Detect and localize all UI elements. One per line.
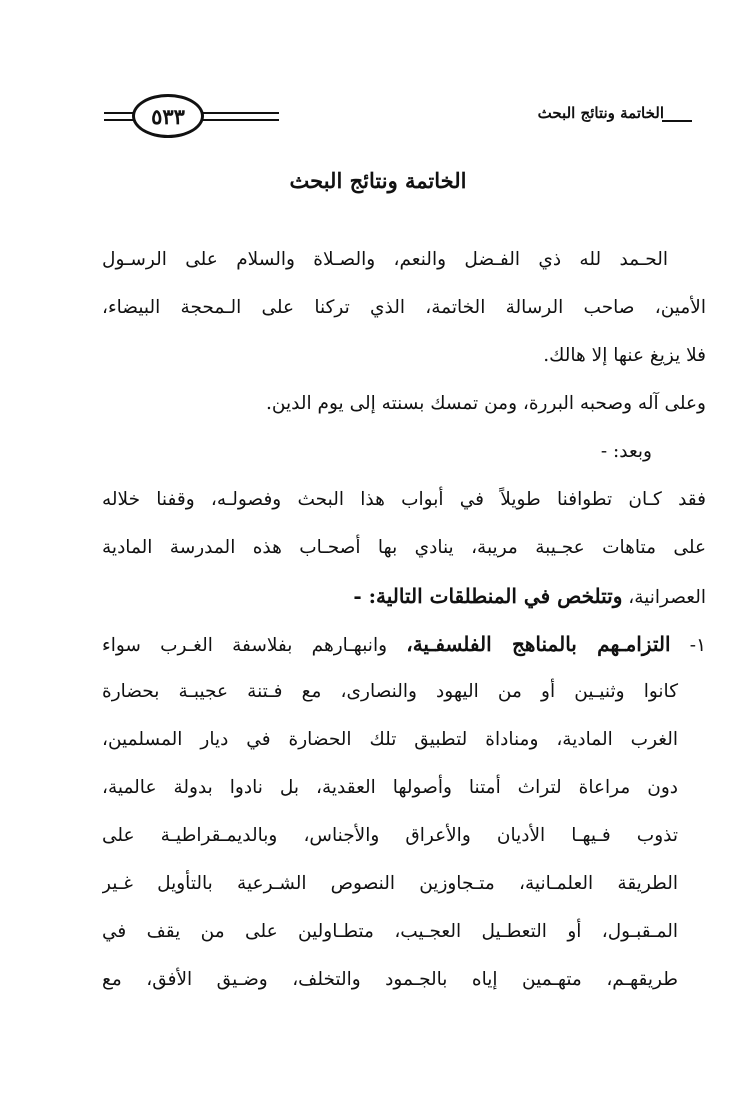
list-item-line: الطريقة العلمـانية، متـجاوزين النصوص الشـرعية بالتأويل غـير [102, 873, 678, 894]
paragraph-line: فقد كـان تطوافنا طويلاً في أبواب هذا البحث وفصولـه، وقفنا خلاله [102, 489, 706, 510]
list-item-first-line [102, 620, 706, 668]
section-title: الخاتمة ونتائج البحث [289, 168, 467, 193]
list-item-line: المـقبـول، أو التعطـيل العجـيب، متطـاولين على من يقف في [102, 921, 678, 942]
list-item-line: الغرب المادية، ومناداة لتطبيق تلك الحضارة في ديار المسلمين، [102, 729, 678, 750]
page-number: ٥٣٣ [132, 94, 204, 138]
paragraph-line: الأمين، صاحب الرسالة الخاتمة، الذي تركنا على الـمحجة البيضاء، [102, 297, 706, 318]
paragraph-line: وبعد: - [600, 441, 652, 462]
running-head-rule [662, 120, 692, 122]
paragraph-line: وعلى آله وصحبه البررة، ومن تمسك بسنته إلى يوم الدين. [266, 393, 706, 414]
bold-phrase: وتتلخص في المنطلقات التالية: - [353, 584, 623, 608]
paragraph-line: الحـمد لله ذي الفـضل والنعم، والصـلاة والسلام على الرسـول [102, 249, 668, 270]
paragraph-text: العصرانية، [622, 587, 706, 608]
paragraph-text: وانبهـارهم بفلاسفة الغـرب سواء [102, 635, 407, 656]
body-text [102, 236, 706, 1004]
list-item-line: طريقهـم، متهـمين إياه بالجـمود والتخلف، وضـيق الأفق، مع [102, 969, 678, 990]
list-item-line: دون مراعاة لتراث أمتنا وأصولها العقدية، بل نادوا بدولة عالمية، [102, 777, 678, 798]
bold-phrase: التزامـهم بالمناهج الفلسفـية، [406, 632, 671, 656]
list-number: ١- [689, 635, 706, 656]
paragraph-line: على متاهات عجـيبة مريبة، ينادي بها أصحـاب هذه المدرسة المادية [102, 537, 706, 558]
list-item-line: تذوب فـيهـا الأديان والأعراق والأجناس، وبالديمـقراطيـة على [102, 825, 678, 846]
paragraph-line [102, 572, 706, 620]
paragraph-line: فلا يزيغ عنها إلا هالك. [543, 345, 706, 366]
running-head: الخاتمة ونتائج البحث [537, 104, 664, 122]
list-item-line: كانوا وثنيـين أو من اليهود والنصارى، مع فـتنة عجيبـة بحضارة [102, 681, 678, 702]
